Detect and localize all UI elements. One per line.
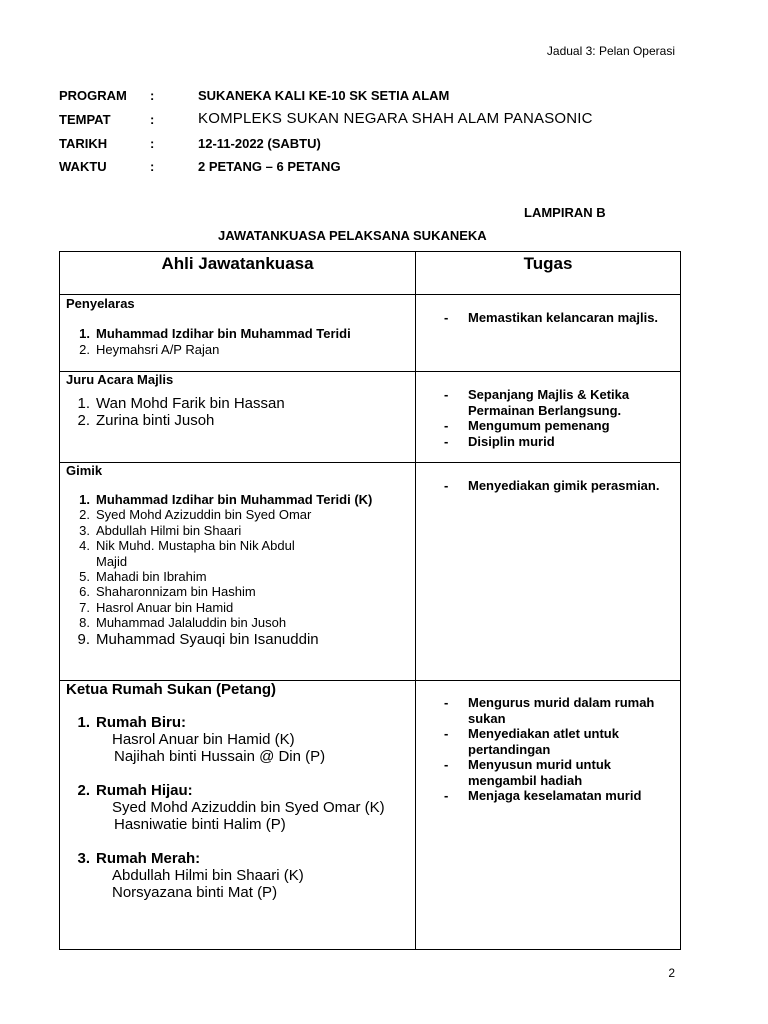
task-item: - Memastikan kelancaran majlis. bbox=[444, 310, 659, 325]
task-item: - Menyediakan gimik perasmian. bbox=[444, 478, 660, 493]
page-header: Jadual 3: Pelan Operasi bbox=[546, 44, 675, 58]
task-item: - Menyusun murid untuk mengambil hadiah bbox=[444, 757, 611, 788]
meta-value-program: SUKANEKA KALI KE-10 SK SETIA ALAM bbox=[198, 88, 450, 103]
table-row bbox=[60, 372, 681, 463]
task-item: - Disiplin murid bbox=[444, 433, 555, 449]
table-row bbox=[60, 295, 681, 372]
house-block bbox=[60, 850, 415, 901]
member-item: 2. Zurina binti Jusoh bbox=[77, 412, 215, 429]
task-item: - Menyediakan atlet untuk pertandingan bbox=[444, 726, 619, 757]
column-header-members: Ahli Jawatankuasa bbox=[60, 252, 416, 295]
house-member: Najihah binti Hussain @ Din (P) bbox=[114, 748, 326, 765]
task-item: - Menjaga keselamatan murid bbox=[444, 788, 642, 803]
table-row bbox=[60, 681, 681, 950]
member-item: 3. Abdullah Hilmi bin Shaari bbox=[79, 522, 242, 538]
member-item: 6. Shaharonnizam bin Hashim bbox=[79, 584, 256, 600]
member-item: 5. Mahadi bin Ibrahim bbox=[79, 569, 207, 585]
member-item: 4. Nik Muhd. Mustapha bin Nik Abdul Majid bbox=[79, 538, 295, 569]
house-member: Abdullah Hilmi bin Shaari (K) bbox=[112, 867, 304, 884]
house-title: 2. Rumah Hijau: bbox=[77, 782, 193, 799]
member-item: 8. Muhammad Jalaluddin bin Jusoh bbox=[79, 615, 287, 631]
house-member: Syed Mohd Azizuddin bin Syed Omar (K) bbox=[112, 799, 385, 816]
task-item: - Mengurus murid dalam rumah sukan bbox=[444, 695, 655, 726]
task-item: - Sepanjang Majlis & Ketika Permainan Berlangsung. bbox=[444, 387, 630, 418]
meta-colon: : bbox=[150, 136, 155, 151]
member-item: 1. Muhammad Izdihar bin Muhammad Teridi (K) bbox=[79, 492, 373, 507]
section-title: Juru Acara Majlis bbox=[66, 372, 174, 387]
meta-value-tempat: KOMPLEKS SUKAN NEGARA SHAH ALAM PANASONIC bbox=[198, 110, 593, 127]
section-title: Gimik bbox=[66, 463, 103, 478]
document-title: JAWATANKUASA PELAKSANA SUKANEKA bbox=[218, 228, 487, 243]
meta-label-program: PROGRAM bbox=[59, 88, 127, 103]
table-row bbox=[60, 463, 681, 681]
house-member: Hasrol Anuar bin Hamid (K) bbox=[112, 731, 295, 748]
house-title: 3. Rumah Merah: bbox=[77, 850, 201, 867]
meta-colon: : bbox=[150, 159, 155, 174]
page-number: 2 bbox=[668, 966, 675, 980]
house-block bbox=[60, 714, 415, 765]
meta-value-tarikh: 12-11-2022 (SABTU) bbox=[198, 136, 321, 151]
house-title: 1. Rumah Biru: bbox=[77, 714, 186, 731]
meta-value-waktu: 2 PETANG – 6 PETANG bbox=[198, 159, 341, 174]
member-item: 1. Wan Mohd Farik bin Hassan bbox=[77, 395, 285, 412]
column-header-tasks: Tugas bbox=[416, 252, 681, 295]
house-block bbox=[60, 782, 415, 833]
section-title: Penyelaras bbox=[66, 296, 135, 311]
meta-label-tarikh: TARIKH bbox=[59, 136, 108, 151]
member-item: 7. Hasrol Anuar bin Hamid bbox=[79, 599, 234, 615]
member-item: 2. Syed Mohd Azizuddin bin Syed Omar bbox=[79, 507, 312, 523]
house-member: Hasniwatie binti Halim (P) bbox=[114, 816, 286, 833]
meta-colon: : bbox=[150, 88, 155, 103]
meta-label-tempat: TEMPAT bbox=[59, 112, 111, 127]
house-member: Norsyazana binti Mat (P) bbox=[112, 884, 278, 901]
meta-colon: : bbox=[150, 112, 155, 127]
member-item: 9. Muhammad Syauqi bin Isanuddin bbox=[77, 630, 319, 648]
section-title: Ketua Rumah Sukan (Petang) bbox=[66, 681, 277, 698]
member-item: 1. Muhammad Izdihar bin Muhammad Teridi bbox=[79, 326, 351, 341]
meta-label-waktu: WAKTU bbox=[59, 159, 107, 174]
task-item: - Mengumum pemenang bbox=[444, 418, 610, 433]
member-item: 2. Heymahsri A/P Rajan bbox=[79, 342, 220, 357]
appendix-label: LAMPIRAN B bbox=[524, 205, 606, 220]
committee-table bbox=[59, 251, 681, 950]
